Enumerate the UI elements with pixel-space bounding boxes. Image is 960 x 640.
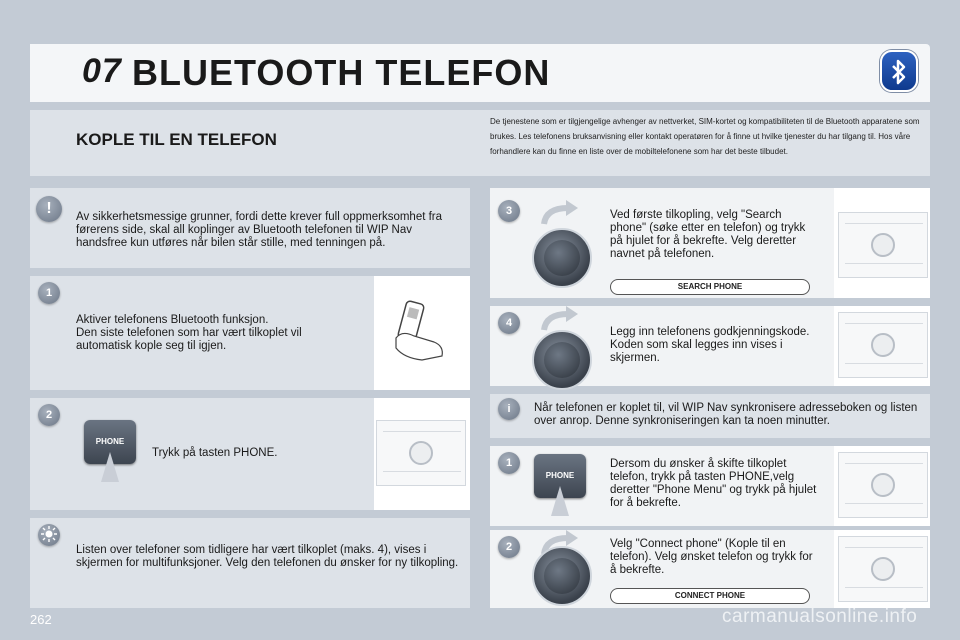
alt2-badge: 2	[498, 536, 520, 558]
phone-key[interactable]: PHONE	[534, 454, 586, 498]
alt2-text: Velg "Connect phone" (Kople til en telefon). Velg ønsket telefon og trykk for å bekrefte.	[610, 538, 813, 576]
rotary-knob-icon[interactable]	[532, 330, 592, 390]
radio-unit-image	[838, 312, 928, 378]
section-title: KOPLE TIL EN TELEFON	[76, 130, 277, 149]
page-number: 262	[30, 612, 52, 627]
lightbulb-icon	[38, 524, 60, 546]
step1-text: Aktiver telefonens Bluetooth funksjon. Den siste telefonen som har vært tilkoplet vil automatisk kople seg til igjen.	[76, 314, 302, 352]
search-phone-pill: SEARCH PHONE	[610, 279, 810, 295]
connect-phone-pill: CONNECT PHONE	[610, 588, 810, 604]
bluetooth-icon	[880, 50, 918, 92]
info-icon: i	[498, 398, 520, 420]
rotary-knob-icon[interactable]	[532, 228, 592, 288]
radio-unit-image	[838, 536, 928, 602]
watermark: carmanualsonline.info	[722, 606, 918, 627]
step2-badge: 2	[38, 404, 60, 426]
alt1-text: Dersom du ønsker å skifte tilkoplet telefon, trykk på tasten PHONE,velg deretter "Phone Menu" og trykk på hjulet for å bekrefte.	[610, 458, 817, 509]
step2-text: Trykk på tasten PHONE.	[152, 447, 278, 459]
step4-badge: 4	[498, 312, 520, 334]
chapter-number: 07	[82, 52, 122, 90]
warning-icon: !	[36, 196, 62, 222]
intro-text: De tjenestene som er tilgjengelige avhenger av nettverket, SIM-kortet og kompatibiliteten til de Bluetooth apparatene som brukes. Les telefonens bruksanvisning eller kontakt operatøren for å finne ut hvilke tjenester du har tilgang til. Hos våre forhandlere kan du finne en liste over de mobiltelefonene som har det beste tilbudet.	[490, 117, 920, 156]
hand-phone-icon	[392, 298, 450, 364]
step3-text: Ved første tilkopling, velg "Search phone" (søke etter en telefon) og trykk på hjulet for å bekrefte. Velg deretter navnet på telefonen.	[610, 209, 806, 260]
page-title: BLUETOOTH TELEFON	[132, 52, 551, 93]
step1-badge: 1	[38, 282, 60, 304]
radio-unit-image	[838, 212, 928, 278]
tip-text: Listen over telefoner som tidligere har vært tilkoplet (maks. 4), vises i skjermen for multifunksjoner. Velg den telefonen du ønsker for ny tilkopling.	[76, 544, 459, 569]
step4-text: Legg inn telefonens godkjenningskode. Koden som skal legges inn vises i skjermen.	[610, 326, 810, 364]
press-arrow-icon	[101, 452, 119, 482]
step3-badge: 3	[498, 200, 520, 222]
warning-text: Av sikkerhetsmessige grunner, fordi dette krever full oppmerksomhet fra førerens side, skal all koplinger av Bluetooth telefonen til WIP Nav handsfree kun utføres når bilen står stille, med tenningen på.	[76, 211, 443, 249]
phone-key[interactable]: PHONE	[84, 420, 136, 464]
radio-unit-image	[376, 420, 466, 486]
press-arrow-icon	[551, 486, 569, 516]
rotary-knob-icon[interactable]	[532, 546, 592, 606]
radio-unit-image	[838, 452, 928, 518]
rotate-arrow-icon	[540, 200, 580, 228]
info-text: Når telefonen er koplet til, vil WIP Nav synkronisere adresseboken og listen over anrop. Denne synkroniseringen kan ta noen minutter.	[534, 402, 918, 427]
alt1-badge: 1	[498, 452, 520, 474]
